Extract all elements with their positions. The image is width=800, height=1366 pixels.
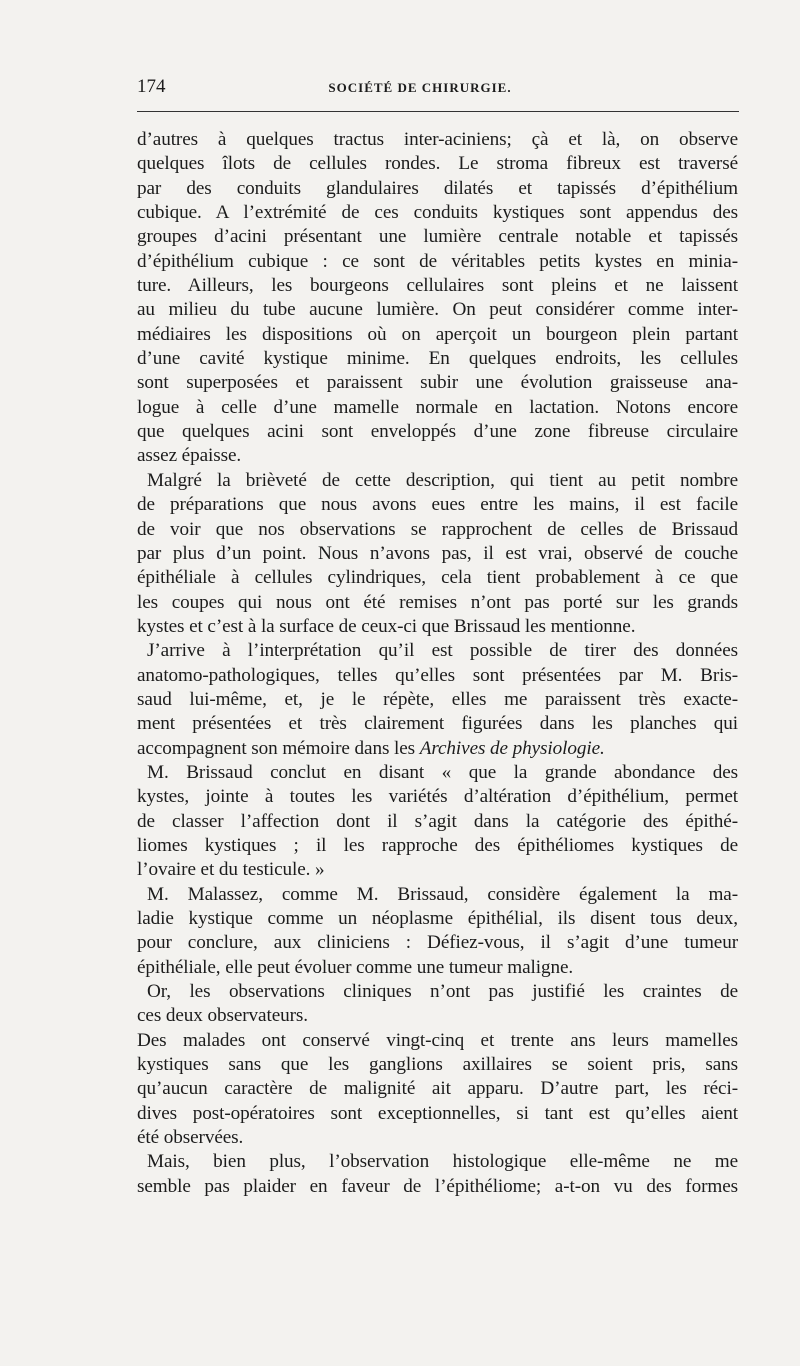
text-line: quelques îlots de cellules rondes. Le stroma fibreux est traversé [137,153,738,175]
text-line: semble pas plaider en faveur de l’épithéliome; a-t-on vu des formes [137,1175,738,1197]
text-line: Des malades ont conservé vingt-cinq et trente ans leurs mamelles [137,1029,738,1051]
text-line: M. Brissaud conclut en disant « que la grande abondance des [147,761,738,783]
text-line: par plus d’un point. Nous n’avons pas, il est vrai, observé de couche [137,542,738,564]
paragraph [137,128,738,469]
text-line: au milieu du tube aucune lumière. On peut considérer comme inter- [137,299,738,321]
text-line: J’arrive à l’interprétation qu’il est possible de tirer des données [147,640,738,662]
body-text [137,128,738,1199]
text-line: assez épaisse. [137,445,242,467]
text-line: dives post-opératoires sont exceptionnelles, si tant est qu’elles aient [137,1102,738,1124]
text-line: de voir que nos observations se rapprochent de celles de Brissaud [137,518,738,540]
header-rule [137,111,739,112]
text-line: liomes kystiques ; il les rapproche des épithéliomes kystiques de [137,834,738,856]
text-line: ture. Ailleurs, les bourgeons cellulaires sont pleins et ne laissent [137,275,738,297]
italic-title: Archives de physiologie. [419,737,605,759]
text-line: groupes d’acini présentant une lumière centrale notable et tapissés [137,226,738,248]
text-line: ces deux observateurs. [137,1005,308,1027]
text-line: anatomo-pathologiques, telles qu’elles sont présentées par M. Bris- [137,664,738,686]
text-line: Malgré la brièveté de cette description, qui tient au petit nombre [147,469,738,491]
running-title: SOCIÉTÉ DE CHIRURGIE. [328,80,512,95]
text-line: pour conclure, aux cliniciens : Défiez-vous, il s’agit d’une tumeur [137,932,738,954]
text-line: accompagnent son mémoire dans les Archives de physiologie. [137,737,605,759]
text-line: Or, les observations cliniques n’ont pas justifié les craintes de [147,981,738,1003]
text-line: médiaires les dispositions où on aperçoit un bourgeon plein partant [137,323,738,345]
text-line: l’ovaire et du testicule. » [137,859,325,881]
text-line: kystes, jointe à toutes les variétés d’altération d’épithélium, permet [137,786,738,808]
text-line: cubique. A l’extrémité de ces conduits kystiques sont appendus des [137,202,738,224]
text-line: qu’aucun caractère de malignité ait apparu. D’autre part, les réci- [137,1078,738,1100]
paragraph [137,469,738,639]
text-line: épithéliale, elle peut évoluer comme une tumeur maligne. [137,956,574,978]
text-line: de classer l’affection dont il s’agit dans la catégorie des épithé- [137,810,738,832]
paragraph [137,980,738,1029]
text-line: logue à celle d’une mamelle normale en lactation. Notons encore [137,396,738,418]
paragraph [137,639,738,761]
text-line: saud lui-même, et, je le répète, elles me paraissent très exacte- [137,688,738,710]
text-line: kystes et c’est à la surface de ceux-ci que Brissaud les mentionne. [137,615,636,637]
paragraph [137,1150,738,1199]
page-number: 174 [137,76,166,97]
text-line: de préparations que nous avons eues entre les mains, il est facile [137,494,738,516]
text-line: épithéliale à cellules cylindriques, cela tient probablement à ce que [137,567,738,589]
text-line: ment présentées et très clairement figurées dans les planches qui [137,713,738,735]
paragraph [137,761,738,883]
text-line: les coupes qui nous ont été remises n’ont pas porté sur les grands [137,591,738,613]
text-line: ladie kystique comme un néoplasme épithélial, ils disent tous deux, [137,908,738,929]
text-line: d’autres à quelques tractus inter-aciniens; çà et là, on observe [137,129,738,150]
text-line: d’épithélium cubique : ce sont de véritables petits kystes en minia- [137,250,738,272]
text-line: sont superposées et paraissent subir une évolution graisseuse ana- [137,372,738,394]
text-line: par des conduits glandulaires dilatés et tapissés d’épithélium [137,177,738,199]
text-line: été observées. [137,1127,244,1149]
paragraph [137,1029,738,1151]
text-line: kystiques sans que les ganglions axillaires se soient pris, sans [137,1054,738,1076]
paragraph [137,883,738,980]
text-line: M. Malassez, comme M. Brissaud, considère également la ma- [147,883,738,905]
text-line: Mais, bien plus, l’observation histologique elle-même ne me [147,1151,738,1173]
text-line: que quelques acini sont enveloppés d’une zone fibreuse circulaire [137,421,738,443]
text-line: d’une cavité kystique minime. En quelques endroits, les cellules [137,348,738,370]
